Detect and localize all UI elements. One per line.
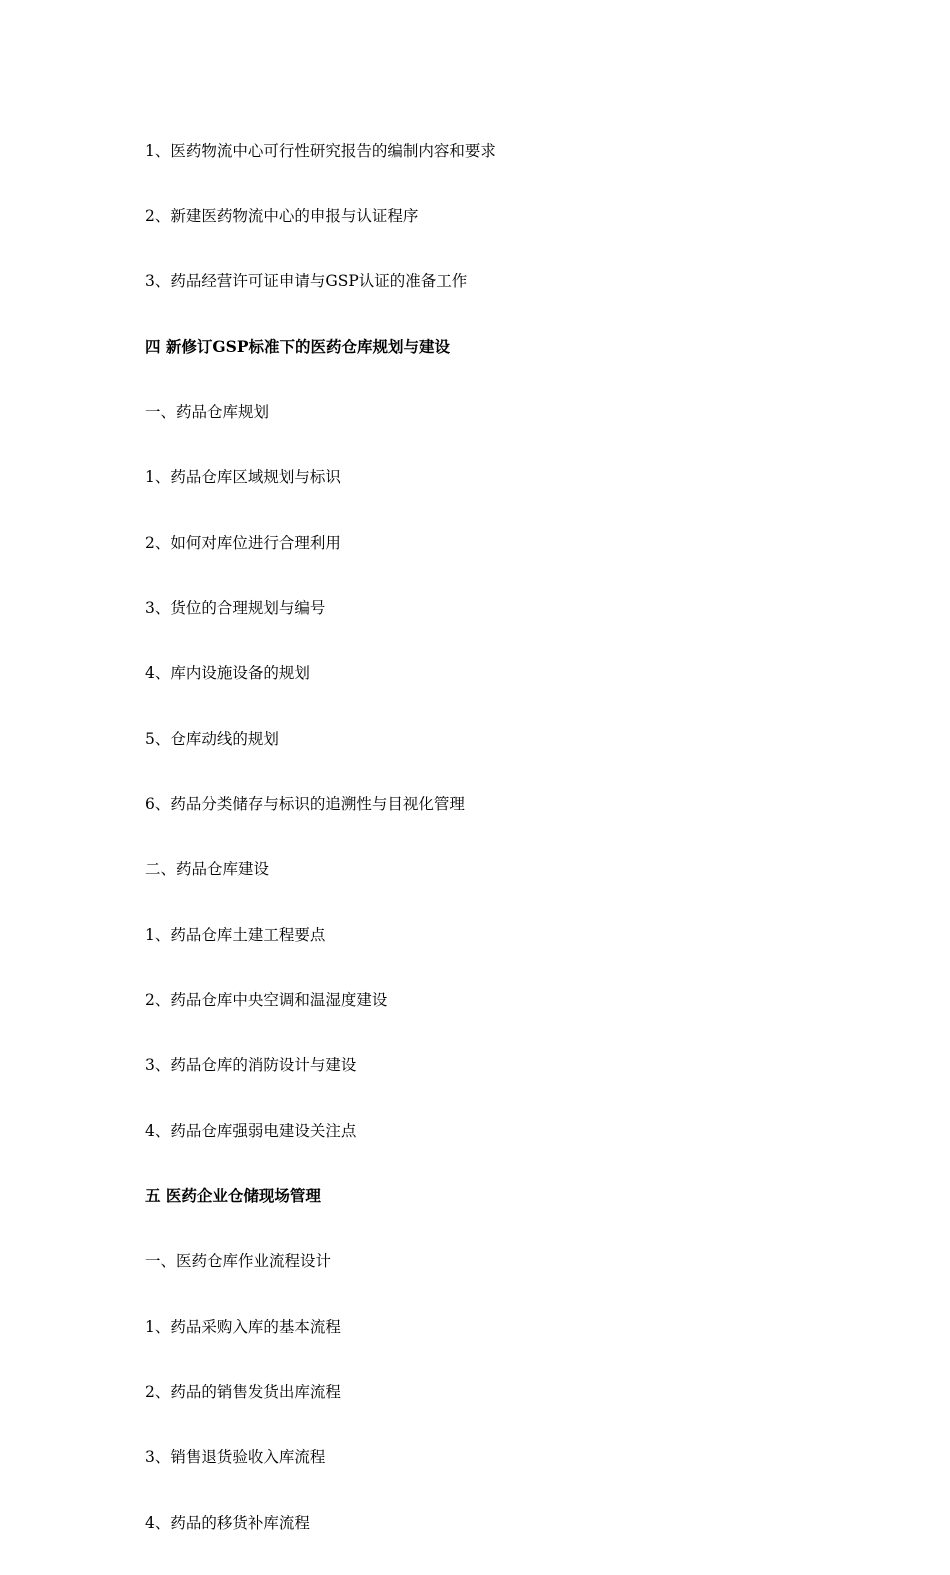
list-item: 3、药品经营许可证申请与GSP认证的准备工作 [145,272,468,291]
list-item: 4、药品仓库强弱电建设关注点 [145,1121,357,1140]
list-item: 2、新建医药物流中心的申报与认证程序 [145,206,419,225]
section-heading: 四 新修订GSP标准下的医药仓库规划与建设 [145,336,450,356]
list-item: 4、药品的移货补库流程 [145,1513,310,1532]
list-item: 4、库内设施设备的规划 [145,664,310,683]
list-item: 2、药品仓库中央空调和温湿度建设 [145,990,388,1009]
list-item: 6、药品分类储存与标识的追溯性与目视化管理 [145,794,465,813]
list-item: 3、货位的合理规划与编号 [145,598,326,617]
subsection-heading: 二、药品仓库建设 [145,860,270,879]
list-item: 1、药品仓库土建工程要点 [145,925,326,944]
subsection-heading: 一、药品仓库规划 [145,402,270,421]
list-item: 1、药品仓库区域规划与标识 [145,468,341,487]
list-item: 2、如何对库位进行合理利用 [145,533,341,552]
subsection-heading: 一、医药仓库作业流程设计 [145,1252,332,1271]
list-item: 1、医药物流中心可行性研究报告的编制内容和要求 [145,141,496,160]
list-item: 5、仓库动线的规划 [145,729,279,748]
section-heading: 五 医药企业仓储现场管理 [145,1186,321,1205]
document-body [145,122,845,1575]
list-item: 3、药品仓库的消防设计与建设 [145,1056,357,1075]
list-item: 3、销售退货验收入库流程 [145,1448,326,1467]
list-item: 1、药品采购入库的基本流程 [145,1317,341,1336]
list-item: 2、药品的销售发货出库流程 [145,1383,341,1402]
